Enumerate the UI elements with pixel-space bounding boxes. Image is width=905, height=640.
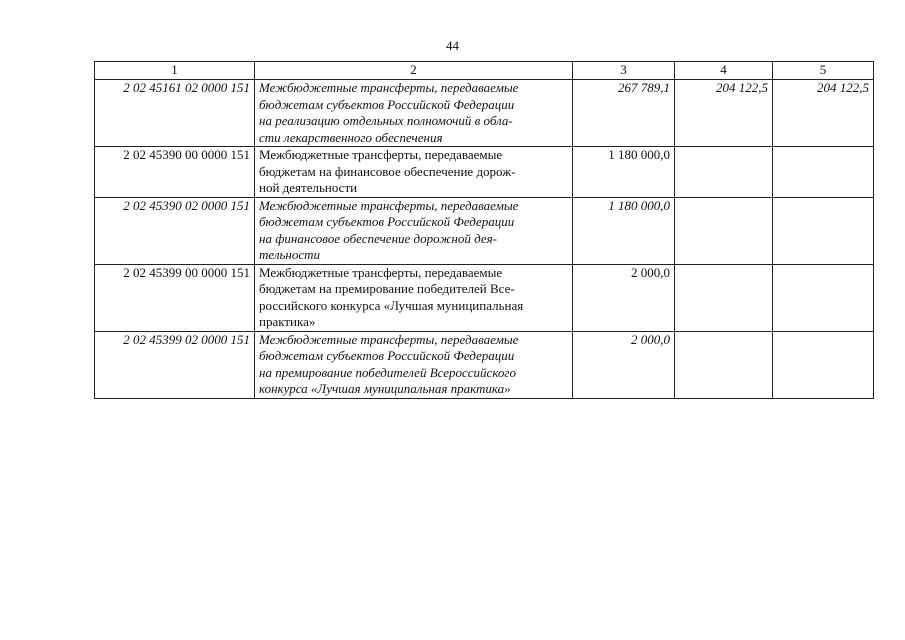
description-line: бюджетам субъектов Российской Федерации	[259, 348, 515, 363]
budget-code: 2 02 45161 02 0000 151	[95, 80, 255, 147]
header-row	[95, 62, 874, 80]
description-line: бюджетам на премирование победителей Все-	[259, 281, 515, 296]
header-col-4: 4	[675, 62, 773, 80]
budget-table	[94, 61, 874, 399]
amount-col-5: 204 122,5	[773, 80, 874, 147]
amount-col-4: 204 122,5	[675, 80, 773, 147]
header-col-1: 1	[95, 62, 255, 80]
description-line: Межбюджетные трансферты, передаваемые	[259, 264, 503, 280]
description	[255, 197, 573, 264]
amount-col-5	[773, 264, 874, 331]
table-row	[95, 331, 874, 398]
header-col-3: 3	[573, 62, 675, 80]
description-line: практика»	[259, 314, 316, 329]
amount-col-3: 2 000,0	[573, 264, 675, 331]
table-row	[95, 147, 874, 198]
description-line: Межбюджетные трансферты, передаваемые	[259, 197, 519, 213]
table-row	[95, 80, 874, 147]
description-line: ной деятельности	[259, 180, 358, 195]
description-line: тельности	[259, 247, 321, 262]
header-col-5: 5	[773, 62, 874, 80]
amount-col-4	[675, 147, 773, 198]
header-col-2: 2	[255, 62, 573, 80]
description	[255, 147, 573, 198]
budget-code: 2 02 45399 00 0000 151	[95, 264, 255, 331]
description	[255, 264, 573, 331]
description-line: российского конкурса «Лучшая муниципальная	[259, 297, 524, 313]
description-line: на премирование победителей Всероссийского	[259, 364, 516, 380]
amount-col-4	[675, 331, 773, 398]
amount-col-3: 2 000,0	[573, 331, 675, 398]
description-line: сти лекарственного обеспечения	[259, 129, 443, 145]
description-line: Межбюджетные трансферты, передаваемые	[259, 331, 519, 347]
amount-col-5	[773, 197, 874, 264]
description-line: конкурса «Лучшая муниципальная практика»	[259, 381, 511, 396]
description-line: Межбюджетные трансферты, передаваемые	[259, 80, 519, 95]
description-line: на реализацию отдельных полномочий в обла-	[259, 113, 513, 128]
page-number: 44	[446, 38, 459, 53]
description-line: на финансовое обеспечение дорожной дея-	[259, 230, 497, 246]
description-line: бюджетам субъектов Российской Федерации	[259, 214, 515, 229]
amount-col-3: 1 180 000,0	[573, 147, 675, 198]
amount-col-3: 1 180 000,0	[573, 197, 675, 264]
table-row	[95, 264, 874, 331]
table-row	[95, 197, 874, 264]
amount-col-4	[675, 197, 773, 264]
description-line: Межбюджетные трансферты, передаваемые	[259, 147, 503, 162]
description-line: бюджетам на финансовое обеспечение дорож-	[259, 163, 516, 179]
description	[255, 80, 573, 147]
budget-code: 2 02 45390 02 0000 151	[95, 197, 255, 264]
description	[255, 331, 573, 398]
amount-col-3: 267 789,1	[573, 80, 675, 147]
amount-col-4	[675, 264, 773, 331]
description-line: бюджетам субъектов Российской Федерации	[259, 96, 515, 112]
budget-code: 2 02 45390 00 0000 151	[95, 147, 255, 198]
amount-col-5	[773, 147, 874, 198]
budget-code: 2 02 45399 02 0000 151	[95, 331, 255, 398]
amount-col-5	[773, 331, 874, 398]
